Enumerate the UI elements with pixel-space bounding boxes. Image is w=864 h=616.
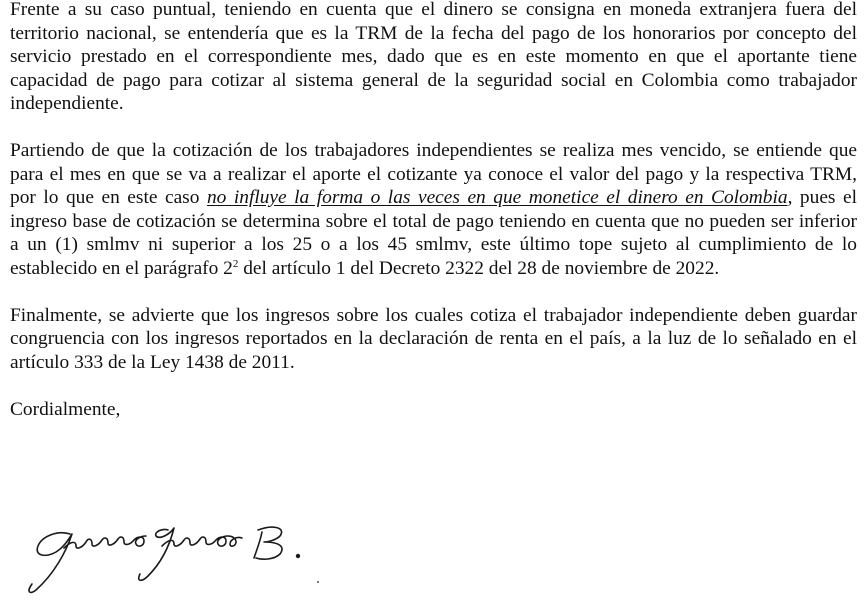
signature-dot — [317, 581, 319, 583]
handwritten-signature — [24, 512, 334, 602]
document-body — [10, 0, 857, 421]
closing-salutation: Cordialmente, — [10, 398, 121, 420]
paragraph-text-middle: , pues el ingreso base de cotización se determina sobre el total de pago teniendo en cuenta que no pueden ser inferior a un (1) smlmv ni superior a los 25 o a los 45 smlmv, este último tope sujeto al cumplimiento de lo establecido en el parágrafo 2 — [10, 187, 857, 279]
signature-dot — [296, 554, 300, 558]
paragraph-exchange-rate: Frente a su caso puntual, teniendo en cuenta que el dinero se consigna en moneda extranjera fuera del territorio nacional, se entendería que es la TRM de la fecha del pago de los honorarios por concepto del servicio prestado en el correspondiente mes, dado que es en este momento en que el aportante tiene capacidad de pago para cotizar al sistema general de la seguridad social en Colombia como trabajador independiente. — [10, 0, 857, 114]
emphasized-text: no influye la forma o las veces en que monetice el dinero en Colombia — [206, 187, 788, 208]
paragraph-income-congruence: Finalmente, se advierte que los ingresos sobre los cuales cotiza el trabajador independiente deben guardar congruencia con los ingresos reportados en la declaración de renta en el país, a la luz de lo señalado en el artículo 333 de la Ley 1438 de 2011. — [10, 304, 857, 373]
signature-stroke — [64, 536, 146, 548]
signature-stroke — [254, 527, 282, 559]
footnote-reference: 2 — [232, 257, 239, 270]
paragraph-text-before: Partiendo de que la cotización de los trabajadores independientes se realiza mes vencido, se entiende que para el mes en que se va a realizar el aporte el cotizante ya conoce el valor del pago y la respectiva TRM, por lo que en este caso — [10, 140, 857, 208]
paragraph-text-after: del artículo 1 del Decreto 2322 del 28 de noviembre de 2022. — [238, 257, 720, 279]
signature-stroke — [29, 533, 72, 593]
signature-stroke — [162, 536, 242, 546]
paragraph-contribution-basis — [10, 139, 857, 280]
